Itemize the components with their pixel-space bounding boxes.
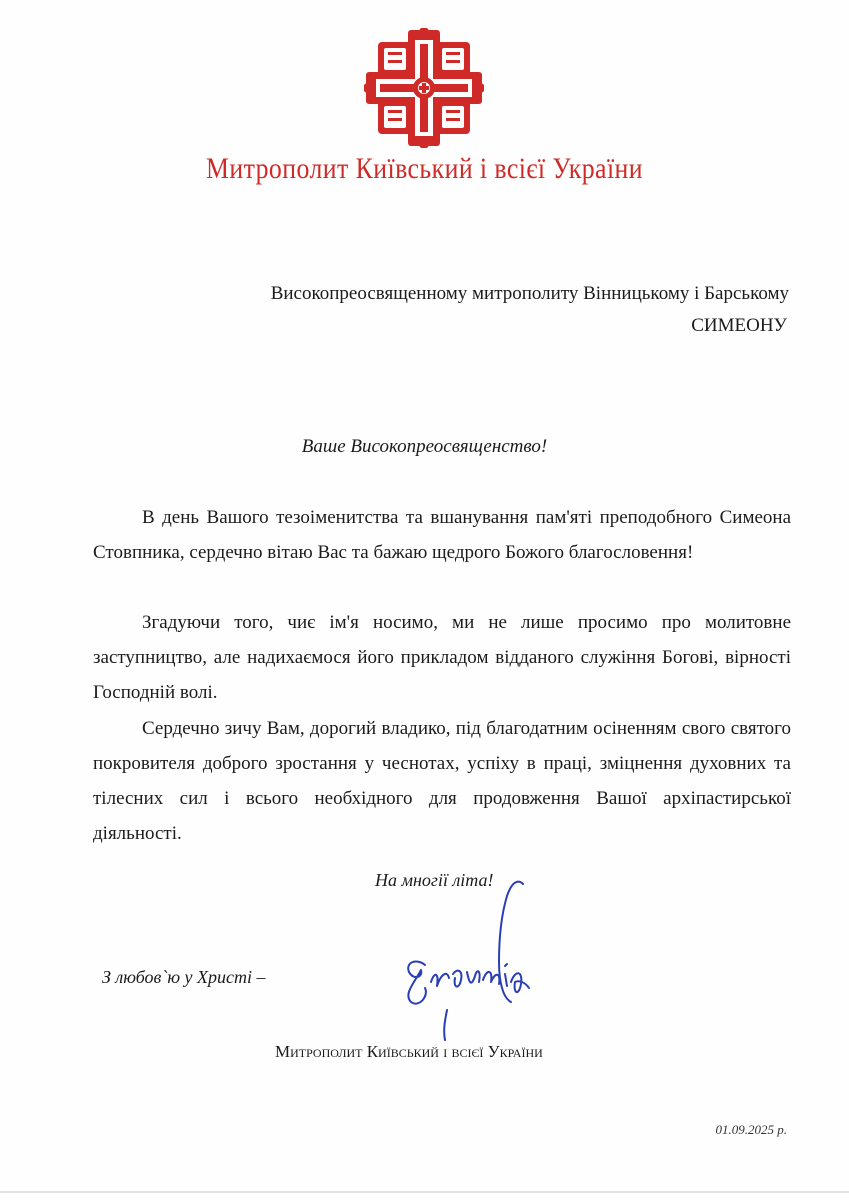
- closing-with-love: З любов`ю у Христі –: [102, 967, 266, 987]
- recipient-line: Високопреосвященному митрополиту Вінницькому і Барському: [270, 283, 789, 304]
- body-paragraph: Сердечно зичу Вам, дорогий владико, під благодатним осіненням свого святого покровителя доброго зростання у чеснотах, успіху в праці, зміцнення духовних та тілесних сил і всього необхідного для продовження Вашої архіпастирської діяльності.: [93, 718, 791, 844]
- body-paragraph: Згадуючи того, чиє ім'я носимо, ми не лише просимо про молитовне заступництво, але надихаємося його прикладом відданого служіння Богові, вірності Господній волі.: [93, 612, 791, 703]
- body-paragraph: В день Вашого тезоіменитства та вшанування пам'яті преподобного Симеона Стовпника, сердечно вітаю Вас та бажаю щедрого Божого благословення!: [93, 507, 791, 563]
- handwritten-signature-icon: [395, 870, 585, 1050]
- closing-wish: На многії літа!: [375, 870, 494, 890]
- salutation: Ваше Високопреосвященство!: [301, 436, 548, 457]
- cross-emblem-icon: [364, 28, 484, 148]
- recipient-name: СИМЕОНУ: [691, 315, 787, 336]
- letterhead-title: Митрополит Київський і всієї України: [205, 152, 644, 185]
- signer-title: Митрополит Київський і всієї України: [275, 1042, 543, 1061]
- letter-date: 01.09.2025 р.: [715, 1122, 787, 1137]
- page-edge-divider: [0, 1191, 849, 1193]
